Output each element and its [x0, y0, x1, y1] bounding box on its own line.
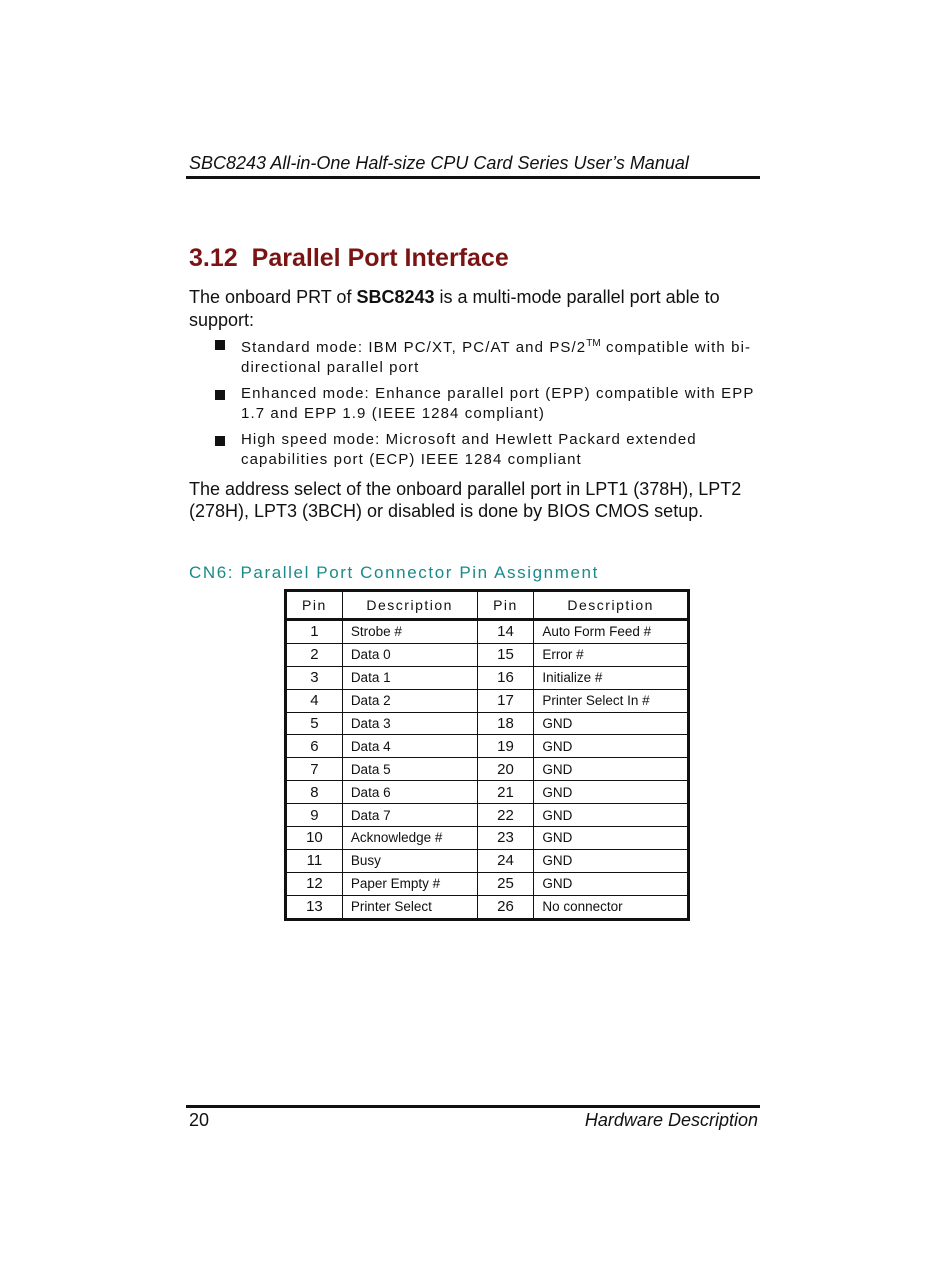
- pin-number-cell: 12: [286, 872, 343, 895]
- pin-description-cell: Printer Select In #: [534, 689, 689, 712]
- table-row: [286, 712, 689, 735]
- pin-description-cell: Data 1: [342, 666, 477, 689]
- pin-description-cell: GND: [534, 849, 689, 872]
- pin-description-cell: Data 2: [342, 689, 477, 712]
- column-header: Pin: [477, 591, 534, 620]
- pin-number-cell: 16: [477, 666, 534, 689]
- list-item: [215, 334, 760, 378]
- table-row: [286, 620, 689, 644]
- table-row: [286, 849, 689, 872]
- pin-number-cell: 17: [477, 689, 534, 712]
- pin-description-cell: GND: [534, 872, 689, 895]
- mode-list: [215, 334, 760, 476]
- pin-number-cell: 22: [477, 804, 534, 827]
- pin-number-cell: 26: [477, 895, 534, 919]
- bullet-text: Enhanced mode: Enhance parallel port (EPP) compatible with EPP 1.7 and EPP 1.9 (IEEE 1284 compliant): [241, 385, 755, 422]
- pin-description-cell: GND: [534, 827, 689, 850]
- pin-description-cell: Strobe #: [342, 620, 477, 644]
- trademark-sup: TM: [586, 338, 601, 349]
- pin-number-cell: 1: [286, 620, 343, 644]
- product-name: SBC8243: [356, 287, 435, 307]
- pin-number-cell: 21: [477, 781, 534, 804]
- table-row: [286, 781, 689, 804]
- pin-description-cell: Data 3: [342, 712, 477, 735]
- pin-number-cell: 23: [477, 827, 534, 850]
- pin-number-cell: 2: [286, 643, 343, 666]
- square-bullet-icon: [215, 436, 225, 446]
- column-header: Description: [342, 591, 477, 620]
- header-rule: [186, 176, 760, 179]
- pin-description-cell: Data 7: [342, 804, 477, 827]
- table-row: [286, 689, 689, 712]
- pin-number-cell: 25: [477, 872, 534, 895]
- table-row: [286, 827, 689, 850]
- pin-description-cell: Busy: [342, 849, 477, 872]
- table-row: [286, 872, 689, 895]
- section-heading: [189, 244, 509, 273]
- pin-number-cell: 24: [477, 849, 534, 872]
- pin-number-cell: 8: [286, 781, 343, 804]
- pin-number-cell: 15: [477, 643, 534, 666]
- list-item: [215, 384, 760, 424]
- footer-rule: [186, 1105, 760, 1108]
- pin-number-cell: 5: [286, 712, 343, 735]
- pin-description-cell: Data 4: [342, 735, 477, 758]
- pin-number-cell: 11: [286, 849, 343, 872]
- bullet-text: Standard mode: IBM PC/XT, PC/AT and PS/2: [241, 339, 587, 356]
- table-row: [286, 735, 689, 758]
- table-header-row: [286, 591, 689, 620]
- pin-description-cell: Data 0: [342, 643, 477, 666]
- square-bullet-icon: [215, 390, 225, 400]
- square-bullet-icon: [215, 340, 225, 350]
- pin-number-cell: 3: [286, 666, 343, 689]
- section-number: 3.12: [189, 244, 238, 272]
- table-caption: CN6: Parallel Port Connector Pin Assignment: [189, 563, 599, 582]
- pin-description-cell: Auto Form Feed #: [534, 620, 689, 644]
- pin-number-cell: 13: [286, 895, 343, 919]
- pin-number-cell: 9: [286, 804, 343, 827]
- table-row: [286, 895, 689, 919]
- pin-description-cell: GND: [534, 804, 689, 827]
- column-header: Pin: [286, 591, 343, 620]
- table-row: [286, 758, 689, 781]
- pin-number-cell: 7: [286, 758, 343, 781]
- address-paragraph: The address select of the onboard parallel port in LPT1 (378H), LPT2 (278H), LPT3 (3BCH) or disabled is done by BIOS CMOS setup.: [189, 479, 742, 521]
- pin-description-cell: Paper Empty #: [342, 872, 477, 895]
- bullet-text: High speed mode: Microsoft and Hewlett Packard extended capabilities port (ECP) IEEE 1284 compliant: [241, 431, 697, 468]
- column-header: Description: [534, 591, 689, 620]
- intro-text-start: The onboard PRT of: [189, 287, 357, 307]
- intro-text-end: is a multi-mode parallel port able to support:: [189, 287, 720, 330]
- bullet-text-tail: compatible with bi-directional parallel port: [241, 339, 752, 376]
- table-row: [286, 643, 689, 666]
- pin-description-cell: GND: [534, 735, 689, 758]
- pin-description-cell: Acknowledge #: [342, 827, 477, 850]
- pin-number-cell: 20: [477, 758, 534, 781]
- pin-description-cell: Initialize #: [534, 666, 689, 689]
- pin-description-cell: Error #: [534, 643, 689, 666]
- pin-number-cell: 19: [477, 735, 534, 758]
- table-row: [286, 804, 689, 827]
- pin-number-cell: 14: [477, 620, 534, 644]
- pin-description-cell: Data 6: [342, 781, 477, 804]
- pin-description-cell: GND: [534, 781, 689, 804]
- pin-description-cell: Printer Select: [342, 895, 477, 919]
- table-row: [286, 666, 689, 689]
- section-title: Parallel Port Interface: [251, 244, 509, 272]
- intro-paragraph: [189, 286, 759, 332]
- pin-number-cell: 4: [286, 689, 343, 712]
- pin-description-cell: GND: [534, 712, 689, 735]
- pin-assignment-table: [284, 589, 690, 921]
- pin-number-cell: 18: [477, 712, 534, 735]
- pin-description-cell: No connector: [534, 895, 689, 919]
- footer-section-name: Hardware Description: [584, 1110, 758, 1130]
- table-body: [286, 620, 689, 920]
- pin-number-cell: 6: [286, 735, 343, 758]
- pin-number-cell: 10: [286, 827, 343, 850]
- pin-description-cell: GND: [534, 758, 689, 781]
- running-header-title: SBC8243 All-in-One Half-size CPU Card Series User’s Manual: [189, 153, 689, 173]
- list-item: [215, 430, 760, 470]
- pin-description-cell: Data 5: [342, 758, 477, 781]
- page-number: 20: [189, 1110, 210, 1130]
